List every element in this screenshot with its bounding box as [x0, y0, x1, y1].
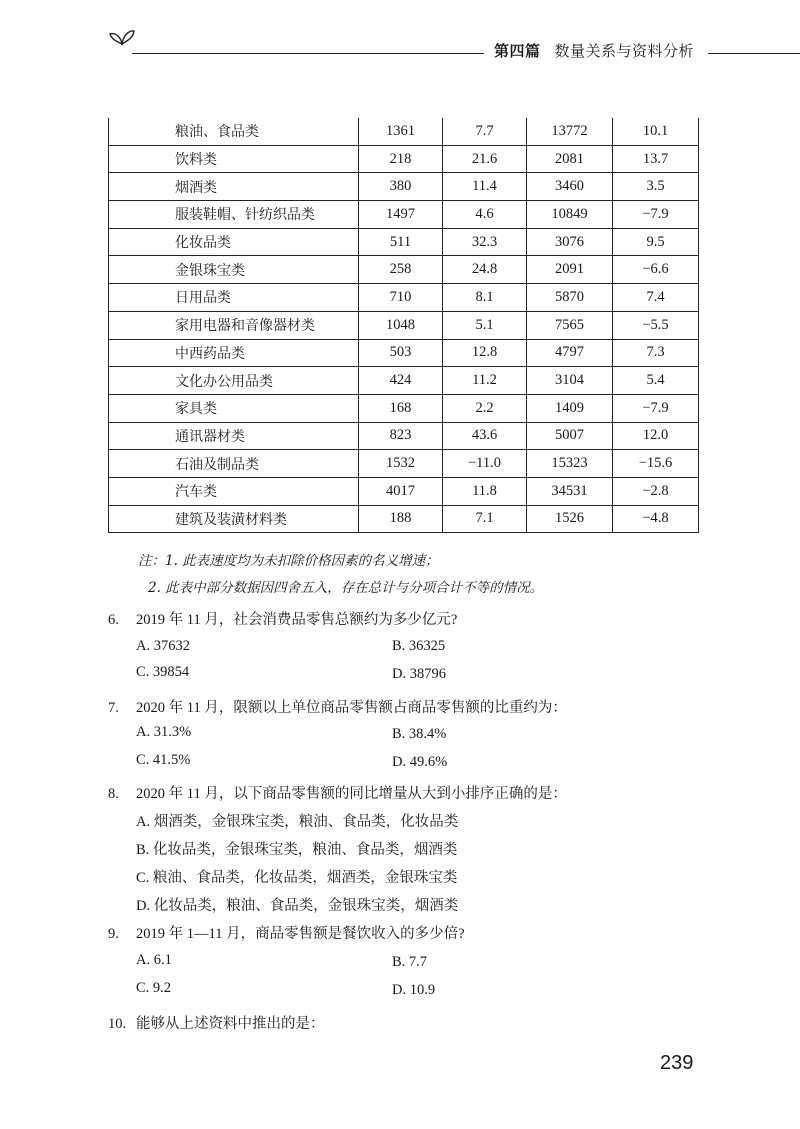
value-cell-2: 12.8: [443, 339, 527, 367]
value-cell-3: 1526: [527, 505, 613, 533]
option-d[interactable]: D. 38796: [392, 666, 446, 682]
table-row: [109, 228, 699, 256]
value-cell-1: 1048: [359, 311, 443, 339]
value-cell-3: 13772: [527, 118, 613, 145]
option-a[interactable]: A. 31.3%: [136, 724, 192, 740]
table-row: [109, 505, 699, 533]
note-1: 注：1. 此表速度均为未扣除价格因素的名义增速；: [138, 553, 439, 569]
value-cell-2: 24.8: [443, 256, 527, 284]
value-cell-3: 5007: [527, 422, 613, 450]
value-cell-1: 380: [359, 173, 443, 201]
value-cell-1: 710: [359, 284, 443, 312]
value-cell-4: −5.5: [613, 311, 699, 339]
question-number: 8.: [108, 786, 119, 802]
value-cell-2: 7.7: [443, 118, 527, 145]
category-cell: 化妆品类: [109, 228, 359, 256]
question-8: [108, 782, 567, 803]
category-cell: 金银珠宝类: [109, 256, 359, 284]
value-cell-4: 5.4: [613, 367, 699, 395]
question-text: 2019 年 11 月，社会消费品零售总额约为多少亿元?: [136, 612, 458, 628]
value-cell-1: 218: [359, 145, 443, 173]
header-rule-left: [132, 53, 484, 54]
value-cell-1: 424: [359, 367, 443, 395]
table-row: [109, 394, 699, 422]
value-cell-1: 168: [359, 394, 443, 422]
option-a[interactable]: A. 37632: [136, 638, 190, 654]
table-row: [109, 201, 699, 229]
option-b[interactable]: B. 38.4%: [392, 726, 447, 742]
value-cell-3: 3104: [527, 367, 613, 395]
value-cell-1: 1497: [359, 201, 443, 229]
value-cell-2: 2.2: [443, 394, 527, 422]
question-number: 7.: [108, 700, 119, 716]
option-d[interactable]: D. 化妆品类，粮油、食品类，金银珠宝类，烟酒类: [136, 898, 459, 914]
option-b[interactable]: B. 化妆品类，金银珠宝类，粮油、食品类，烟酒类: [136, 842, 458, 858]
option-d[interactable]: D. 10.9: [392, 982, 436, 998]
option-b[interactable]: B. 36325: [392, 638, 446, 654]
value-cell-2: −11.0: [443, 450, 527, 478]
question-7: [108, 696, 567, 717]
option-c[interactable]: C. 41.5%: [136, 752, 191, 768]
value-cell-3: 10849: [527, 201, 613, 229]
value-cell-3: 3076: [527, 228, 613, 256]
question-number: 6.: [108, 612, 119, 628]
header-part: 第四篇: [494, 42, 541, 60]
question-text: 能够从上述资料中推出的是：: [136, 1016, 325, 1032]
value-cell-2: 11.4: [443, 173, 527, 201]
table-row: [109, 311, 699, 339]
value-cell-3: 3460: [527, 173, 613, 201]
option-c[interactable]: C. 粮油、食品类，化妆品类，烟酒类，金银珠宝类: [136, 870, 458, 886]
value-cell-1: 1532: [359, 450, 443, 478]
value-cell-4: 12.0: [613, 422, 699, 450]
question-10: [108, 1012, 325, 1033]
table-row: [109, 173, 699, 201]
value-cell-3: 34531: [527, 477, 613, 505]
page-header: [0, 0, 800, 80]
value-cell-4: −2.8: [613, 477, 699, 505]
value-cell-2: 8.1: [443, 284, 527, 312]
value-cell-2: 7.1: [443, 505, 527, 533]
category-cell: 日用品类: [109, 284, 359, 312]
value-cell-2: 11.8: [443, 477, 527, 505]
table-row: [109, 284, 699, 312]
question-text: 2019 年 1—11 月，商品零售额是餐饮收入的多少倍?: [136, 926, 465, 942]
value-cell-1: 823: [359, 422, 443, 450]
value-cell-1: 4017: [359, 477, 443, 505]
question-number: 9.: [108, 926, 119, 942]
value-cell-3: 1409: [527, 394, 613, 422]
category-cell: 建筑及装潢材料类: [109, 505, 359, 533]
header-title: [494, 40, 694, 61]
table-row: [109, 145, 699, 173]
value-cell-1: 258: [359, 256, 443, 284]
header-section-title: 数量关系与资料分析: [554, 42, 695, 60]
category-cell: 石油及制品类: [109, 450, 359, 478]
category-cell: 家用电器和音像器材类: [109, 311, 359, 339]
category-cell: 中西药品类: [109, 339, 359, 367]
value-cell-3: 2081: [527, 145, 613, 173]
table-row: [109, 256, 699, 284]
value-cell-4: 10.1: [613, 118, 699, 145]
value-cell-4: 7.3: [613, 339, 699, 367]
header-rule-right: [708, 53, 800, 54]
option-c[interactable]: C. 39854: [136, 664, 190, 680]
value-cell-2: 4.6: [443, 201, 527, 229]
category-cell: 饮料类: [109, 145, 359, 173]
value-cell-1: 188: [359, 505, 443, 533]
option-a[interactable]: A. 烟酒类，金银珠宝类，粮油、食品类，化妆品类: [136, 814, 459, 830]
category-cell: 烟酒类: [109, 173, 359, 201]
option-b[interactable]: B. 7.7: [392, 954, 428, 970]
value-cell-3: 7565: [527, 311, 613, 339]
category-cell: 汽车类: [109, 477, 359, 505]
value-cell-4: 3.5: [613, 173, 699, 201]
note-2: 2. 此表中部分数据因四舍五入，存在总计与分项合计不等的情况。: [148, 580, 544, 596]
value-cell-4: −7.9: [613, 394, 699, 422]
value-cell-3: 4797: [527, 339, 613, 367]
category-cell: 文化办公用品类: [109, 367, 359, 395]
value-cell-4: 7.4: [613, 284, 699, 312]
option-d[interactable]: D. 49.6%: [392, 754, 448, 770]
value-cell-3: 5870: [527, 284, 613, 312]
page-number: 239: [660, 1052, 694, 1074]
value-cell-3: 2091: [527, 256, 613, 284]
value-cell-4: 13.7: [613, 145, 699, 173]
value-cell-4: 9.5: [613, 228, 699, 256]
question-text: 2020 年 11 月，限额以上单位商品零售额占商品零售额的比重约为：: [136, 700, 567, 716]
question-6: [108, 608, 457, 629]
value-cell-4: −7.9: [613, 201, 699, 229]
value-cell-1: 511: [359, 228, 443, 256]
value-cell-2: 21.6: [443, 145, 527, 173]
category-cell: 粮油、食品类: [109, 118, 359, 145]
table-row: [109, 367, 699, 395]
value-cell-3: 15323: [527, 450, 613, 478]
category-cell: 服装鞋帽、针纺织品类: [109, 201, 359, 229]
question-number: 10.: [108, 1016, 127, 1032]
value-cell-4: −6.6: [613, 256, 699, 284]
table-row: [109, 450, 699, 478]
table-row: [109, 118, 699, 145]
value-cell-2: 5.1: [443, 311, 527, 339]
value-cell-2: 11.2: [443, 367, 527, 395]
value-cell-2: 43.6: [443, 422, 527, 450]
value-cell-1: 1361: [359, 118, 443, 145]
value-cell-2: 32.3: [443, 228, 527, 256]
table-row: [109, 339, 699, 367]
value-cell-1: 503: [359, 339, 443, 367]
leaf-icon: [108, 26, 136, 46]
table-row: [109, 422, 699, 450]
table-row: [109, 477, 699, 505]
option-c[interactable]: C. 9.2: [136, 980, 172, 996]
table-notes: [138, 548, 543, 602]
value-cell-4: −15.6: [613, 450, 699, 478]
question-text: 2020 年 11 月，以下商品零售额的同比增量从大到小排序正确的是：: [136, 786, 567, 802]
category-cell: 家具类: [109, 394, 359, 422]
data-table: [108, 118, 698, 538]
question-9: [108, 922, 465, 943]
category-cell: 通讯器材类: [109, 422, 359, 450]
option-a[interactable]: A. 6.1: [136, 952, 172, 968]
value-cell-4: −4.8: [613, 505, 699, 533]
